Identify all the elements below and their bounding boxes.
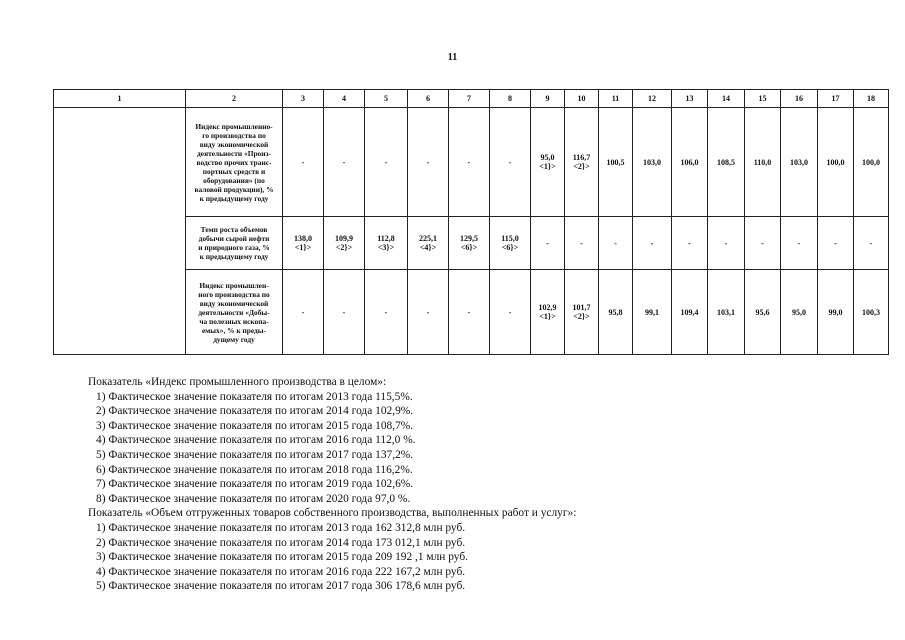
list-item: 2) Фактическое значение показателя по итогам 2014 года 102,9%.	[96, 405, 414, 418]
table-cell: -	[449, 108, 490, 217]
table-cell: -	[490, 108, 531, 217]
table-cell: -	[408, 270, 449, 355]
table-cell: 109,4	[672, 270, 708, 355]
table-cell: -	[672, 217, 708, 270]
table-cell: 103,1	[708, 270, 745, 355]
page-number: 11	[447, 52, 458, 63]
table-cell: -	[283, 108, 324, 217]
table-cell: -	[745, 217, 781, 270]
column-header: 13	[672, 90, 708, 108]
list-item: 5) Фактическое значение показателя по итогам 2017 года 137,2%.	[96, 448, 414, 461]
table-header-row	[54, 90, 889, 108]
table-cell: 129,5 <6}>	[449, 217, 490, 270]
column-header: 4	[324, 90, 365, 108]
table-cell: -	[490, 270, 531, 355]
indicator-title-shipped-goods: Показатель «Объем отгруженных товаров собственного производства, выполненных работ и услуг»:	[88, 507, 577, 520]
table-row	[54, 108, 889, 217]
table-cell: 138,0 <1}>	[283, 217, 324, 270]
list-item: 7) Фактическое значение показателя по итогам 2019 года 102,6%.	[96, 478, 414, 491]
table-cell: 99,0	[818, 270, 854, 355]
table-cell: 115,0 <6}>	[490, 217, 531, 270]
table-cell: -	[708, 217, 745, 270]
notes-section	[88, 375, 888, 594]
table-cell: -	[365, 270, 408, 355]
column-header: 9	[531, 90, 565, 108]
table-cell: -	[633, 217, 672, 270]
table-cell: -	[324, 270, 365, 355]
table-cell: -	[283, 270, 324, 355]
table-cell: 109,9 <2}>	[324, 217, 365, 270]
table-cell: 100,0	[854, 108, 889, 217]
table-cell: -	[599, 217, 633, 270]
column-header: 8	[490, 90, 531, 108]
row-label: Индекс промышленно- го производства по виду экономической деятельности «Произ- водство прочих транс- портных средств и оборудования» (по валовой продукции), % к предыдущему году	[186, 108, 283, 217]
table-cell: 103,0	[781, 108, 818, 217]
table-cell: 95,0	[781, 270, 818, 355]
column-header: 3	[283, 90, 324, 108]
column-header: 10	[565, 90, 599, 108]
column-header: 7	[449, 90, 490, 108]
column-header: 17	[818, 90, 854, 108]
table-cell: 100,0	[818, 108, 854, 217]
indicator-title-industrial-index: Показатель «Индекс промышленного производства в целом»:	[88, 376, 387, 388]
table-cell: 102,9 <1}>	[531, 270, 565, 355]
column-header: 5	[365, 90, 408, 108]
table-cell: -	[324, 108, 365, 217]
column-header: 15	[745, 90, 781, 108]
list-item: 1) Фактическое значение показателя по итогам 2013 года 162 312,8 млн руб.	[96, 521, 466, 534]
list-item: 8) Фактическое значение показателя по итогам 2020 года 97,0 %.	[96, 492, 411, 505]
column-header: 1	[54, 90, 186, 108]
table-cell: 100,3	[854, 270, 889, 355]
column-header: 14	[708, 90, 745, 108]
column-header: 11	[599, 90, 633, 108]
list-item: 4) Фактическое значение показателя по итогам 2016 года 112,0 %.	[96, 434, 416, 447]
row-label: Темп роста объемов добычи сырой нефти и природного газа, % к предыдущему году	[186, 217, 283, 270]
merged-empty-cell	[54, 108, 186, 355]
list-item: 3) Фактическое значение показателя по итогам 2015 года 209 192 ,1 млн руб.	[96, 551, 468, 564]
table-cell: -	[449, 270, 490, 355]
table-cell: 95,6	[745, 270, 781, 355]
list-item: 4) Фактическое значение показателя по итогам 2016 года 222 167,2 млн руб.	[96, 565, 466, 578]
indicator-table	[53, 89, 889, 355]
table-cell: -	[408, 108, 449, 217]
table-cell: 110,0	[745, 108, 781, 217]
table-cell: 95,8	[599, 270, 633, 355]
table-cell: -	[781, 217, 818, 270]
column-header: 2	[186, 90, 283, 108]
table-cell: -	[854, 217, 889, 270]
table-cell: 112,8 <3}>	[365, 217, 408, 270]
list-item: 6) Фактическое значение показателя по итогам 2018 года 116,2%.	[96, 463, 413, 476]
list-item: 2) Фактическое значение показателя по итогам 2014 года 173 012,1 млн руб.	[96, 536, 466, 549]
table-cell: -	[565, 217, 599, 270]
table-cell: 108,5	[708, 108, 745, 217]
row-label: Индекс промышлен- ного производства по виду экономической деятельности «Добы- ча полезных ископа- емых», % к преды- дущему году	[186, 270, 283, 355]
list-item: 1) Фактическое значение показателя по итогам 2013 года 115,5%.	[96, 390, 413, 403]
list-item: 3) Фактическое значение показателя по итогам 2015 года 108,7%.	[96, 419, 414, 432]
table-cell: -	[365, 108, 408, 217]
table-cell: 101,7 <2}>	[565, 270, 599, 355]
column-header: 18	[854, 90, 889, 108]
list-item: 5) Фактическое значение показателя по итогам 2017 года 306 178,6 млн руб.	[96, 580, 466, 593]
table-cell: 225,1 <4}>	[408, 217, 449, 270]
table-cell: 103,0	[633, 108, 672, 217]
table-cell: -	[818, 217, 854, 270]
column-header: 12	[633, 90, 672, 108]
table-cell: 106,0	[672, 108, 708, 217]
column-header: 6	[408, 90, 449, 108]
table-cell: 95,0 <1}>	[531, 108, 565, 217]
table-cell: 100,5	[599, 108, 633, 217]
table-cell: -	[531, 217, 565, 270]
table-cell: 99,1	[633, 270, 672, 355]
column-header: 16	[781, 90, 818, 108]
table-cell: 116,7 <2}>	[565, 108, 599, 217]
